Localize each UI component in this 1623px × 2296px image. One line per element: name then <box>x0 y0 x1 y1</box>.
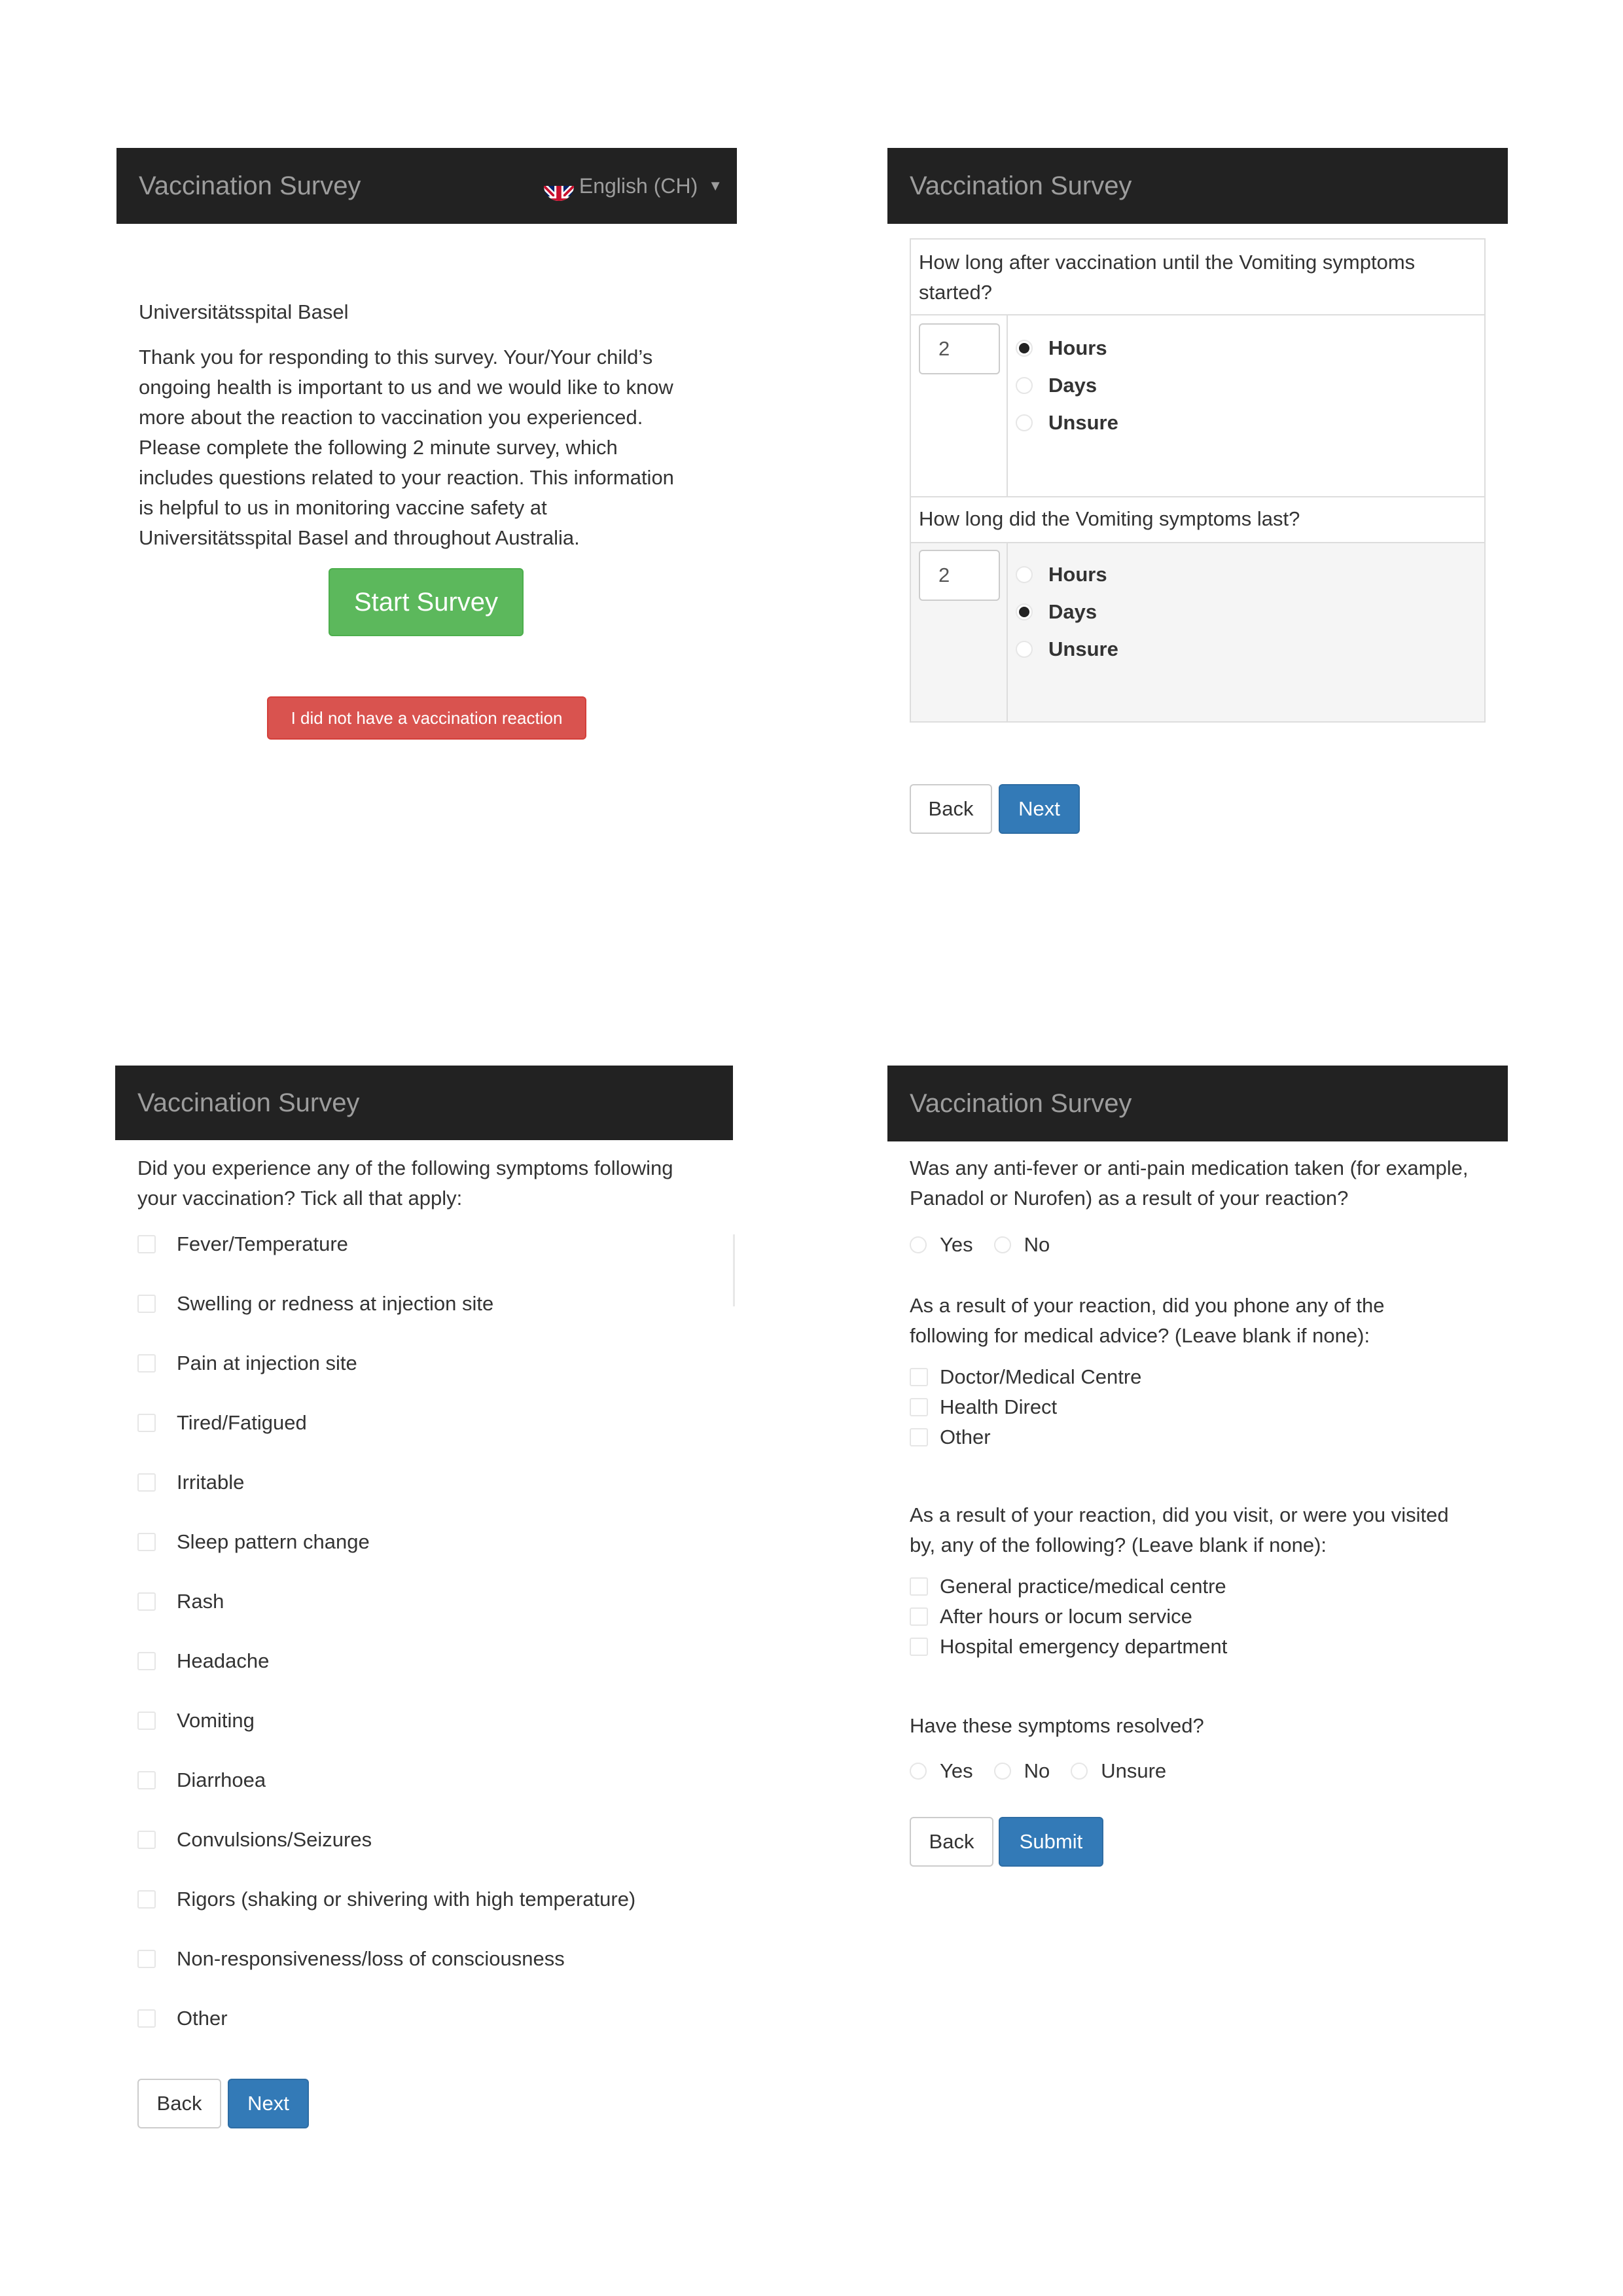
resolved-question: Have these symptoms resolved? <box>910 1714 1204 1737</box>
visit-option[interactable] <box>910 1575 1226 1598</box>
visit-option[interactable] <box>910 1635 1227 1659</box>
onset-option-unsure[interactable] <box>1016 411 1118 435</box>
intro-line: more about the reaction to vaccination you experienced. <box>139 406 643 429</box>
symptom-option[interactable] <box>137 1590 224 1613</box>
option-label: Hospital emergency department <box>940 1635 1228 1658</box>
panel-medical-followup <box>887 1066 1508 1877</box>
phone-option[interactable] <box>910 1395 1057 1419</box>
option-label: General practice/medical centre <box>940 1575 1226 1598</box>
resolved-option-no[interactable] <box>994 1759 1050 1783</box>
radio-button[interactable] <box>994 1236 1011 1253</box>
checkbox[interactable] <box>137 1950 156 1968</box>
checkbox[interactable] <box>137 1473 156 1492</box>
option-label: Other <box>940 1426 991 1448</box>
medication-option-yes[interactable] <box>910 1233 973 1257</box>
symptom-option[interactable] <box>137 1411 307 1435</box>
option-label: Yes <box>940 1233 973 1256</box>
navbar <box>116 148 737 224</box>
back-button[interactable]: Back <box>910 784 992 834</box>
radio-button[interactable] <box>1071 1763 1088 1780</box>
phone-question <box>910 1291 1505 1351</box>
option-label: Unsure <box>1048 637 1118 660</box>
checkbox[interactable] <box>137 1771 156 1789</box>
radio-button[interactable] <box>1016 340 1033 357</box>
back-button[interactable]: Back <box>910 1817 993 1867</box>
checkbox[interactable] <box>137 1295 156 1313</box>
divider <box>911 496 1484 497</box>
question-line: your vaccination? Tick all that apply: <box>137 1187 463 1210</box>
intro-line: Please complete the following 2 minute survey, which <box>139 436 618 459</box>
checkbox[interactable] <box>137 2009 156 2028</box>
checkbox[interactable] <box>137 1831 156 1849</box>
symptom-option[interactable] <box>137 2007 228 2030</box>
option-label: Convulsions/Seizures <box>177 1828 372 1851</box>
checkbox[interactable] <box>910 1577 928 1596</box>
q-onset <box>919 247 1475 308</box>
navbar <box>887 1066 1508 1141</box>
intro-line: includes questions related to your reaction. This information <box>139 466 674 489</box>
option-label: Non-responsiveness/loss of consciousness <box>177 1947 565 1970</box>
uk-flag-icon <box>544 171 574 201</box>
question-line: How long after vaccination until the Vomiting symptoms <box>919 251 1416 274</box>
radio-button[interactable] <box>994 1763 1011 1780</box>
symptom-option[interactable] <box>137 1530 370 1554</box>
radio-button[interactable] <box>1016 603 1033 620</box>
intro-line: Thank you for responding to this survey. Your/Your child’s <box>139 346 653 368</box>
checkbox[interactable] <box>910 1398 928 1416</box>
survey-title: Vaccination Survey <box>910 1089 1132 1118</box>
checkbox[interactable] <box>137 1354 156 1372</box>
survey-title: Vaccination Survey <box>139 171 361 200</box>
medication-question <box>910 1153 1505 1213</box>
checkbox[interactable] <box>910 1428 928 1446</box>
symptom-option[interactable] <box>137 1352 357 1375</box>
option-label: Hours <box>1048 336 1107 359</box>
option-label: Rigors (shaking or shivering with high temperature) <box>177 1888 636 1910</box>
question-line: As a result of your reaction, did you phone any of the <box>910 1294 1385 1317</box>
language-selector[interactable] <box>544 148 722 224</box>
intro-line: Universitätsspital Basel and throughout Australia. <box>139 526 580 549</box>
symptoms-question <box>137 1153 726 1213</box>
radio-button[interactable] <box>1016 641 1033 658</box>
medication-option-no[interactable] <box>994 1233 1050 1257</box>
checkbox[interactable] <box>137 1652 156 1670</box>
survey-title: Vaccination Survey <box>910 171 1132 200</box>
phone-option[interactable] <box>910 1365 1141 1389</box>
panel-intro <box>116 148 737 750</box>
resolved-option-unsure[interactable] <box>1071 1759 1166 1783</box>
duration-value-input[interactable]: 2 <box>919 550 1000 601</box>
option-label: Pain at injection site <box>177 1352 357 1374</box>
radio-button[interactable] <box>1016 377 1033 394</box>
intro-line: ongoing health is important to us and we would like to know <box>139 376 673 399</box>
question-line: following for medical advice? (Leave blank if none): <box>910 1324 1370 1347</box>
q-duration: How long did the Vomiting symptoms last? <box>919 507 1300 530</box>
checkbox[interactable] <box>137 1414 156 1432</box>
phone-option[interactable] <box>910 1426 991 1449</box>
duration-option-hours[interactable] <box>1016 563 1107 586</box>
medication-options <box>910 1233 1071 1257</box>
option-label: Headache <box>177 1649 270 1672</box>
start-survey-button[interactable]: Start Survey <box>329 568 524 636</box>
symptom-option[interactable] <box>137 1828 372 1852</box>
onset-value-input[interactable]: 2 <box>919 323 1000 374</box>
option-label: No <box>1024 1233 1050 1256</box>
hospital-name: Universitätsspital Basel <box>139 300 349 323</box>
option-label: Sleep pattern change <box>177 1530 370 1553</box>
checkbox[interactable] <box>910 1638 928 1656</box>
symptom-option[interactable] <box>137 1768 266 1792</box>
checkbox[interactable] <box>910 1368 928 1386</box>
checkbox[interactable] <box>137 1592 156 1611</box>
visit-question <box>910 1500 1505 1560</box>
divider <box>911 314 1484 315</box>
option-label: Diarrhoea <box>177 1768 266 1791</box>
next-button[interactable]: Next <box>228 2079 309 2128</box>
option-label: Days <box>1048 374 1097 397</box>
back-button[interactable]: Back <box>137 2079 221 2128</box>
option-label: Fever/Temperature <box>177 1232 348 1255</box>
divider <box>1007 315 1008 496</box>
checkbox[interactable] <box>910 1607 928 1626</box>
option-label: Yes <box>940 1759 973 1782</box>
option-label: Vomiting <box>177 1709 255 1732</box>
symptom-option[interactable] <box>137 1649 269 1673</box>
no-reaction-button[interactable]: I did not have a vaccination reaction <box>267 696 586 740</box>
resolved-options <box>910 1759 1187 1783</box>
option-label: Unsure <box>1101 1759 1167 1782</box>
resolved-option-yes[interactable] <box>910 1759 973 1783</box>
visit-option[interactable] <box>910 1605 1192 1628</box>
question-line: Panadol or Nurofen) as a result of your reaction? <box>910 1187 1349 1210</box>
intro-text <box>139 342 728 553</box>
question-line: As a result of your reaction, did you visit, or were you visited <box>910 1503 1449 1526</box>
radio-button[interactable] <box>1016 414 1033 431</box>
option-label: Unsure <box>1048 411 1118 434</box>
submit-button[interactable]: Submit <box>999 1817 1103 1867</box>
symptom-option[interactable] <box>137 1709 255 1732</box>
panel-vomiting-duration <box>887 148 1508 842</box>
radio-button[interactable] <box>1016 566 1033 583</box>
symptom-option[interactable] <box>137 1292 493 1316</box>
option-label: Other <box>177 2007 228 2030</box>
option-label: Health Direct <box>940 1395 1058 1418</box>
option-label: Hours <box>1048 563 1107 586</box>
checkbox[interactable] <box>137 1712 156 1730</box>
intro-line: is helpful to us in monitoring vaccine safety at <box>139 496 547 519</box>
onset-option-hours[interactable] <box>1016 336 1107 360</box>
option-label: Swelling or redness at injection site <box>177 1292 494 1315</box>
duration-table <box>910 238 1486 723</box>
checkbox[interactable] <box>137 1235 156 1253</box>
symptom-option[interactable] <box>137 1471 244 1494</box>
navbar <box>887 148 1508 224</box>
option-label: Tired/Fatigued <box>177 1411 307 1434</box>
question-line: by, any of the following? (Leave blank if none): <box>910 1534 1327 1556</box>
option-label: Irritable <box>177 1471 245 1494</box>
option-label: Days <box>1048 600 1097 623</box>
next-button[interactable]: Next <box>999 784 1080 834</box>
checkbox[interactable] <box>137 1890 156 1909</box>
duration-option-days[interactable] <box>1016 600 1097 624</box>
language-label: English (CH) <box>579 174 698 198</box>
question-line: Did you experience any of the following symptoms following <box>137 1157 673 1179</box>
radio-button[interactable] <box>910 1236 927 1253</box>
divider <box>1007 543 1008 721</box>
panel-symptoms <box>115 1066 733 2139</box>
option-label: After hours or locum service <box>940 1605 1192 1628</box>
onset-option-days[interactable] <box>1016 374 1097 397</box>
duration-option-unsure[interactable] <box>1016 637 1118 661</box>
radio-button[interactable] <box>910 1763 927 1780</box>
survey-title: Vaccination Survey <box>137 1088 360 1117</box>
question-line: started? <box>919 281 993 304</box>
symptom-option[interactable] <box>137 1947 565 1971</box>
question-line: Was any anti-fever or anti-pain medication taken (for example, <box>910 1157 1469 1179</box>
symptom-option[interactable] <box>137 1232 348 1256</box>
option-label: No <box>1024 1759 1050 1782</box>
navbar <box>115 1066 733 1140</box>
checkbox[interactable] <box>137 1533 156 1551</box>
scrollbar[interactable] <box>733 1234 735 1306</box>
caret-down-icon: ▼ <box>708 177 722 194</box>
option-label: Rash <box>177 1590 224 1613</box>
symptom-option[interactable] <box>137 1888 635 1911</box>
option-label: Doctor/Medical Centre <box>940 1365 1142 1388</box>
